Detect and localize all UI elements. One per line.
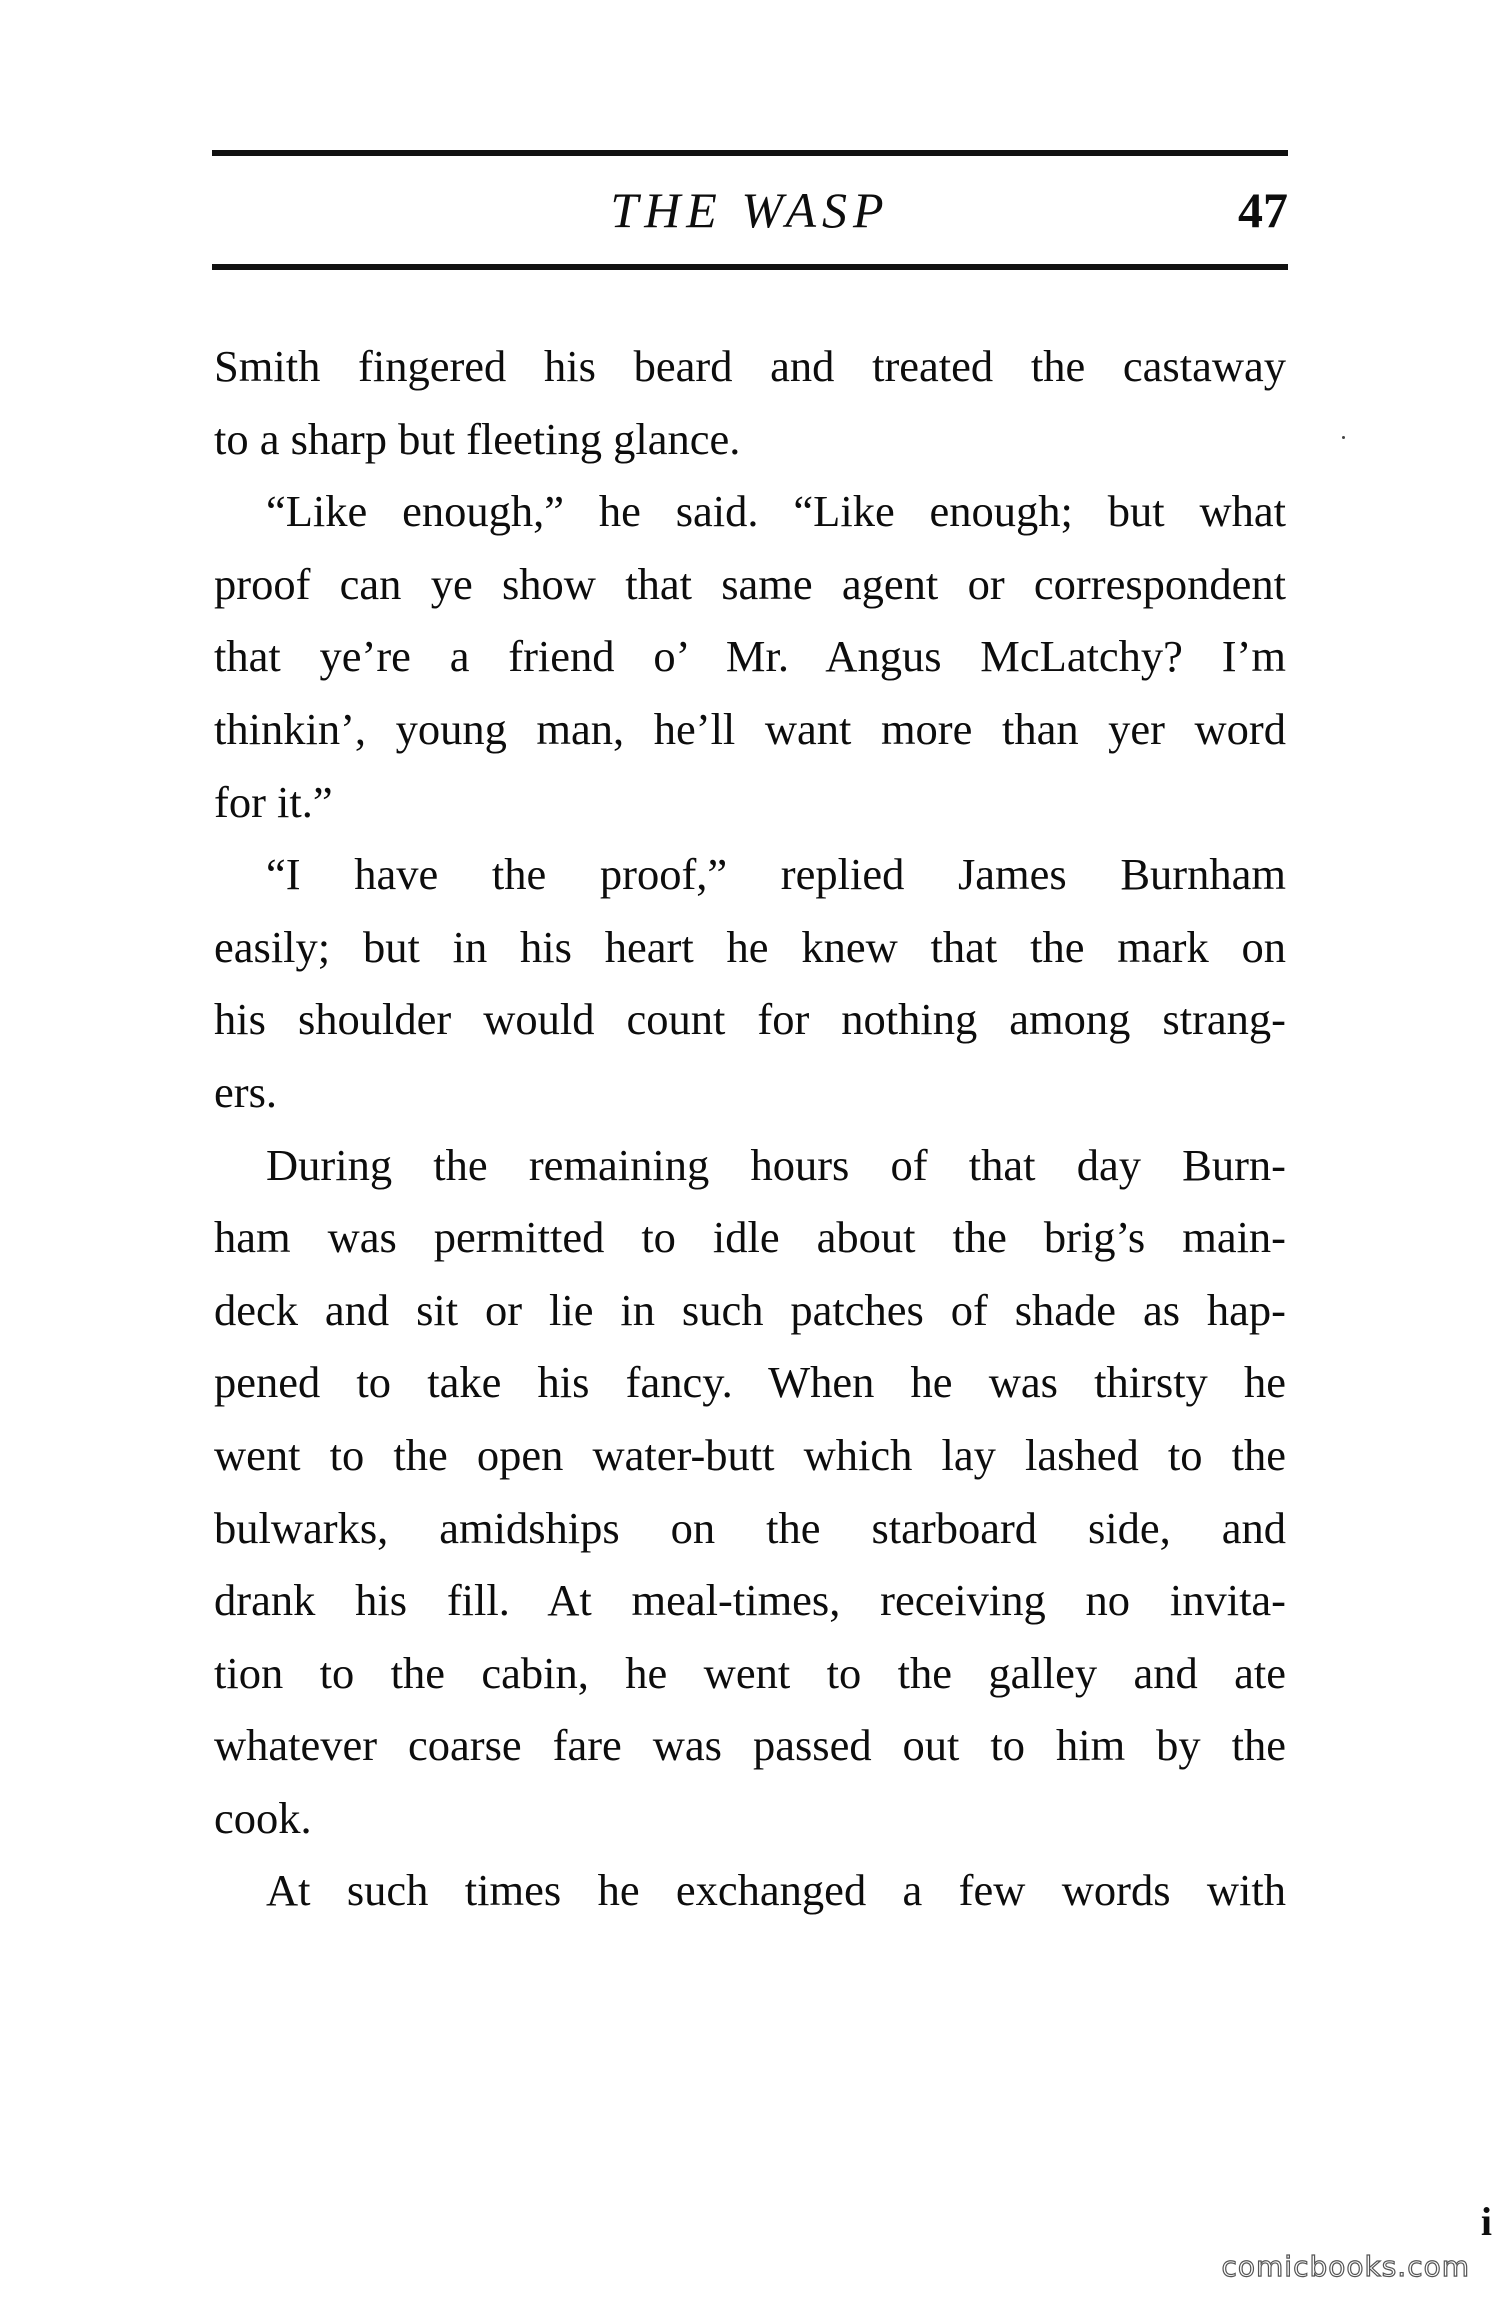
text-line: proof can ye show that same agent or correspondent [214, 558, 1286, 609]
text-line: At such times he exchanged a few words with [266, 1865, 1286, 1916]
text-line: tion to the cabin, he went to the galley and ate [214, 1647, 1286, 1698]
text-line: ham was permitted to idle about the brig’s main- [214, 1212, 1286, 1263]
body-text [214, 330, 1286, 1927]
text-line: for it.” [214, 776, 333, 827]
text-line: During the remaining hours of that day Burn- [266, 1139, 1286, 1190]
text-line: cook. [214, 1792, 312, 1843]
page-number: 47 [1238, 182, 1288, 238]
text-line: bulwarks, amidships on the starboard side, and [214, 1502, 1286, 1553]
text-line: Smith fingered his beard and treated the castaway [214, 341, 1286, 391]
paragraph [214, 475, 1286, 838]
text-line: to a sharp but fleeting glance. [214, 413, 741, 464]
paragraph [214, 330, 1286, 475]
text-line: drank his fill. At meal-times, receiving no invita- [214, 1575, 1286, 1626]
text-line: deck and sit or lie in such patches of shade as hap- [214, 1284, 1286, 1335]
text-line: went to the open water-butt which lay lashed to the [214, 1429, 1286, 1480]
text-line: ers. [214, 1066, 278, 1117]
text-line: “I have the proof,” replied James Burnham [266, 849, 1286, 900]
text-line: that ye’re a friend o’ Mr. Angus McLatchy? I’m [214, 631, 1286, 682]
header-rule-top [212, 150, 1288, 156]
margin-mark: i [1480, 2199, 1492, 2244]
text-line: thinkin’, young man, he’ll want more than yer word [214, 703, 1286, 754]
watermark: comicbooks.com [1221, 2250, 1470, 2283]
print-speck [1342, 436, 1345, 439]
text-line: his shoulder would count for nothing among strang- [214, 994, 1286, 1045]
paragraph [214, 1854, 1286, 1927]
paragraph [214, 1129, 1286, 1855]
text-line: whatever coarse fare was passed out to him by the [214, 1720, 1286, 1771]
running-header [212, 175, 1288, 245]
running-title: THE WASP [610, 182, 890, 238]
header-rule-bottom [212, 264, 1288, 270]
text-line: pened to take his fancy. When he was thirsty he [214, 1357, 1286, 1408]
text-line: easily; but in his heart he knew that the mark on [214, 921, 1286, 972]
text-line: “Like enough,” he said. “Like enough; but what [266, 486, 1286, 537]
paragraph [214, 838, 1286, 1128]
